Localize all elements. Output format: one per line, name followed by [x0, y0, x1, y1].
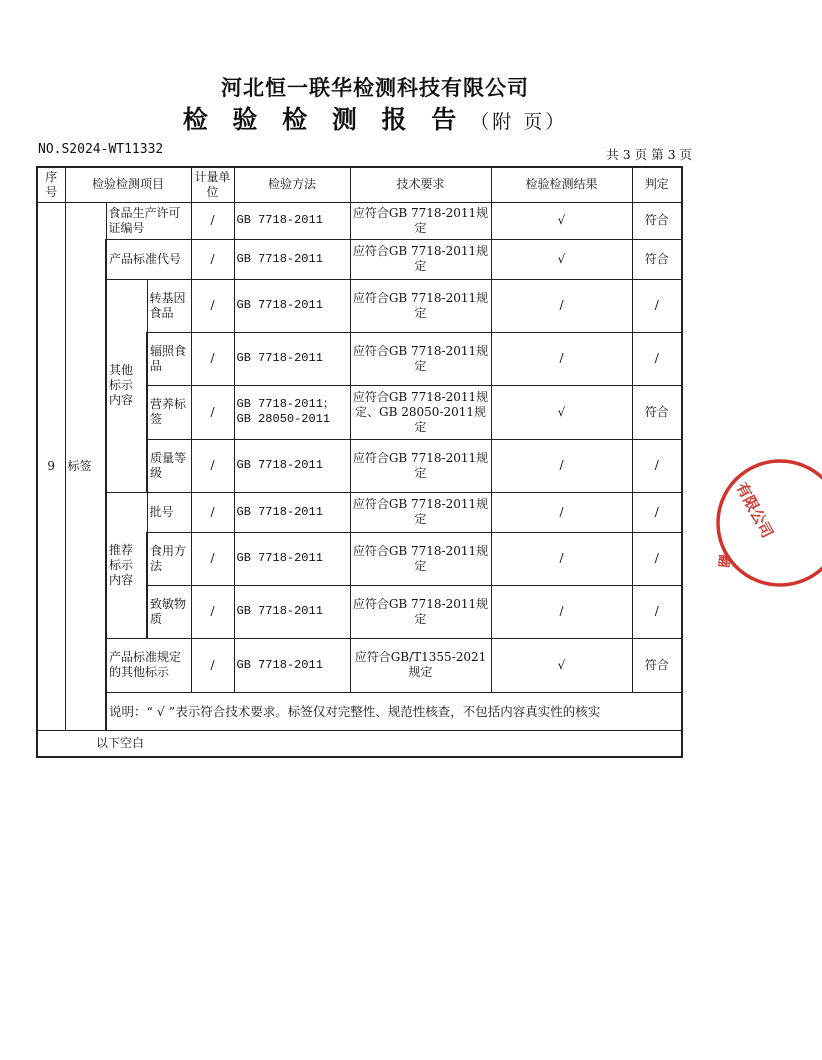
method-cell: GB 7718-2011 — [234, 585, 350, 638]
group-seq: 9 — [37, 202, 65, 730]
company-seal-stamp — [712, 458, 822, 588]
unit-cell: / — [191, 532, 234, 585]
footer-row — [37, 730, 682, 757]
item-name: 批号 — [147, 492, 191, 532]
judgement-cell: 符合 — [632, 638, 682, 692]
category-cell: 推荐标示内容 — [106, 492, 147, 638]
unit-cell: / — [191, 332, 234, 385]
seal-ring — [718, 461, 822, 585]
unit-cell: / — [191, 585, 234, 638]
result-cell: / — [491, 585, 632, 638]
item-name: 辐照食品 — [147, 332, 191, 385]
col-unit: 计量单位 — [191, 167, 234, 202]
requirement-cell: 应符合GB 7718-2011规定 — [350, 202, 491, 239]
col-item: 检验检测项目 — [65, 167, 191, 202]
table-header-row — [37, 167, 682, 202]
result-cell: √ — [491, 239, 632, 279]
method-cell: GB 7718-2011 — [234, 279, 350, 332]
result-cell: √ — [491, 638, 632, 692]
unit-cell: / — [191, 239, 234, 279]
item-name: 产品标准规定的其他标示 — [106, 638, 191, 692]
result-cell: / — [491, 492, 632, 532]
unit-cell: / — [191, 492, 234, 532]
method-cell: GB 7718-2011；GB 28050-2011 — [234, 385, 350, 439]
judgement-cell: / — [632, 332, 682, 385]
result-cell: √ — [491, 385, 632, 439]
result-cell: / — [491, 439, 632, 492]
requirement-cell: 应符合GB 7718-2011规定 — [350, 585, 491, 638]
report-number: NO.S2024-WT11332 — [38, 142, 164, 157]
seal-extra-text: 翻 — [714, 553, 731, 568]
requirement-cell: 应符合GB/T1355-2021规定 — [350, 638, 491, 692]
judgement-cell: / — [632, 439, 682, 492]
unit-cell: / — [191, 385, 234, 439]
group-name: 标签 — [65, 202, 106, 730]
judgement-cell: 符合 — [632, 202, 682, 239]
note-text: 说明：“ √ ”表示符合技术要求。标签仅对完整性、规范性核查，不包括内容真实性的核实 — [106, 692, 682, 730]
item-name: 致敏物质 — [147, 585, 191, 638]
result-cell: / — [491, 279, 632, 332]
item-name: 产品标准代号 — [106, 239, 191, 279]
judgement-cell: / — [632, 532, 682, 585]
inspection-table — [36, 166, 683, 758]
table-row — [37, 202, 682, 239]
method-cell: GB 7718-2011 — [234, 439, 350, 492]
judgement-cell: 符合 — [632, 385, 682, 439]
judgement-cell: 符合 — [632, 239, 682, 279]
item-name: 质量等级 — [147, 439, 191, 492]
report-subtitle: （附 页） — [470, 111, 568, 133]
item-name: 营养标签 — [147, 385, 191, 439]
judgement-cell: / — [632, 279, 682, 332]
table-row — [37, 492, 682, 532]
blank-below-text: 以下空白 — [37, 730, 682, 757]
requirement-cell: 应符合GB 7718-2011规定 — [350, 332, 491, 385]
report-title: 检 验 检 测 报 告 — [182, 105, 465, 134]
unit-cell: / — [191, 638, 234, 692]
col-seq: 序号 — [37, 167, 65, 202]
method-cell: GB 7718-2011 — [234, 332, 350, 385]
result-cell: / — [491, 332, 632, 385]
requirement-cell: 应符合GB 7718-2011规定 — [350, 532, 491, 585]
item-name: 转基因食品 — [147, 279, 191, 332]
item-name: 食用方法 — [147, 532, 191, 585]
report-title-block — [0, 100, 750, 136]
result-cell: / — [491, 532, 632, 585]
table-row — [37, 638, 682, 692]
table-row — [37, 279, 682, 332]
judgement-cell: / — [632, 492, 682, 532]
unit-cell: / — [191, 202, 234, 239]
requirement-cell: 应符合GB 7718-2011规定 — [350, 492, 491, 532]
company-name: 河北恒一联华检测科技有限公司 — [221, 76, 529, 100]
col-judgement: 判定 — [632, 167, 682, 202]
note-row — [37, 692, 682, 730]
result-cell: √ — [491, 202, 632, 239]
method-cell: GB 7718-2011 — [234, 492, 350, 532]
col-requirement: 技术要求 — [350, 167, 491, 202]
requirement-cell: 应符合GB 7718-2011规定 — [350, 279, 491, 332]
method-cell: GB 7718-2011 — [234, 239, 350, 279]
category-cell: 其他标示内容 — [106, 279, 147, 492]
method-cell: GB 7718-2011 — [234, 532, 350, 585]
method-cell: GB 7718-2011 — [234, 638, 350, 692]
item-name: 食品生产许可证编号 — [106, 202, 191, 239]
method-cell: GB 7718-2011 — [234, 202, 350, 239]
requirement-cell: 应符合GB 7718-2011规定 — [350, 439, 491, 492]
col-method: 检验方法 — [234, 167, 350, 202]
requirement-cell: 应符合GB 7718-2011规定、GB 28050-2011规定 — [350, 385, 491, 439]
page-info: 共 3 页 第 3 页 — [606, 147, 692, 162]
judgement-cell: / — [632, 585, 682, 638]
col-result: 检验检测结果 — [491, 167, 632, 202]
seal-text: 有限公司 — [732, 479, 777, 541]
unit-cell: / — [191, 279, 234, 332]
table-row — [37, 239, 682, 279]
unit-cell: / — [191, 439, 234, 492]
requirement-cell: 应符合GB 7718-2011规定 — [350, 239, 491, 279]
